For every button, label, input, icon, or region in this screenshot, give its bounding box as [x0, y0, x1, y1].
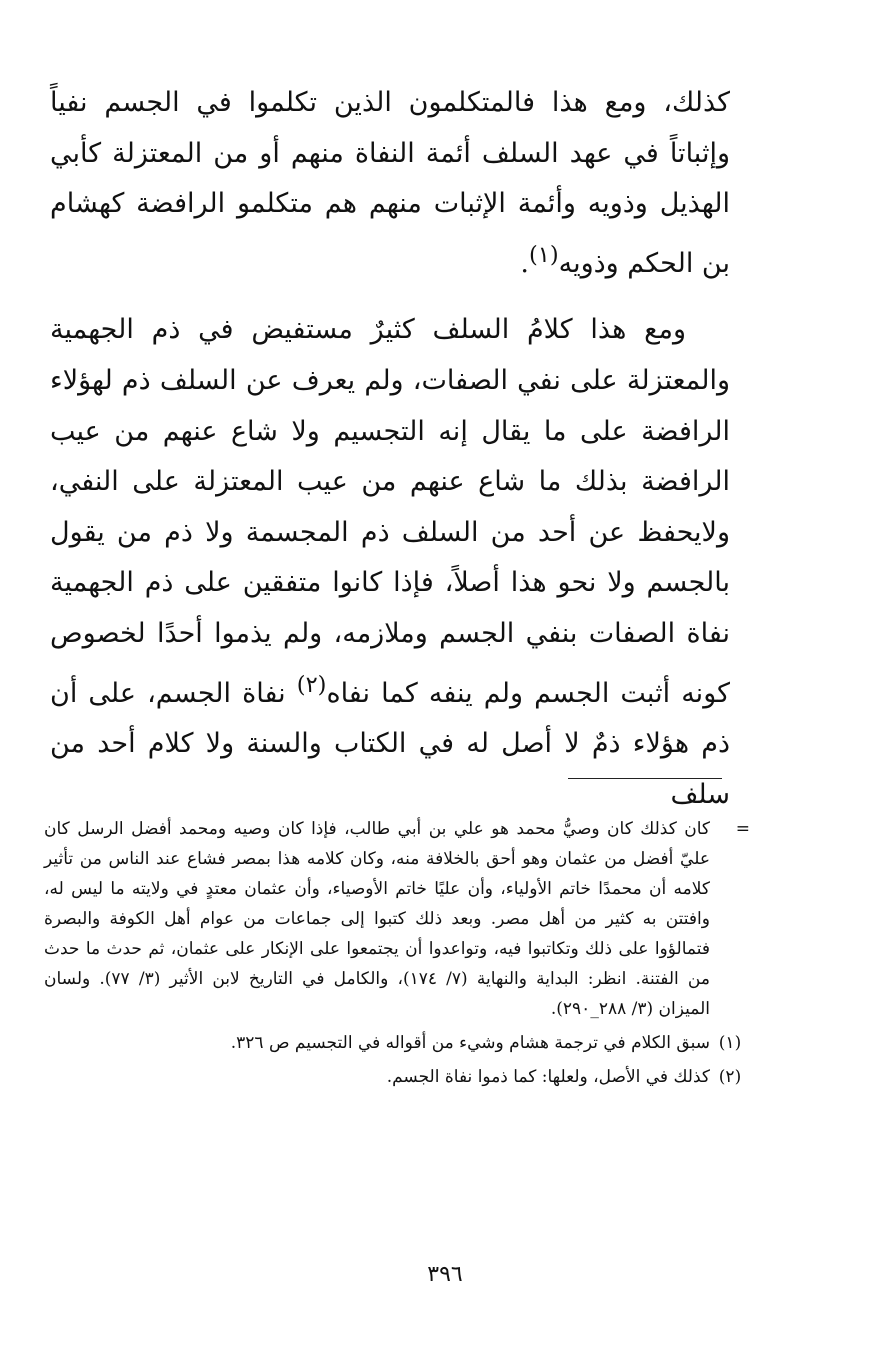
- footnote-1: [44, 1028, 750, 1058]
- footnote-ref-1: (١): [528, 241, 559, 268]
- paragraph-2: [50, 305, 730, 820]
- continuation-marker: =: [735, 819, 750, 839]
- footnote-separator: [568, 778, 722, 779]
- footnote-continuation-text: كان كذلك كان وصيُّ محمد هو علي بن أبي طالب، فإذا كان وصيه ومحمد أفضل الرسل كان عليّ أفضل من عثمان وهو أحق بالخلافة منه، وكان كلامه هذا بمصر فشاع عند الناس من تأثير كلامه أن محمدًا خاتم الأولياء، وأن عليًا خاتم الأوصياء، وأن عثمان معتدٍ في ولايته ما ليس له، وافتتن به كثير من أهل مصر. وبعد ذلك كتبوا إلى جماعات من عوام أهل الكوفة والبصرة فتمالؤوا على ذلك وتكاتبوا فيه، وتواعدوا أن يجتمعوا على الإنكار على عثمان، ثم حدث ما حدث من الفتنة. انظر: البداية والنهاية (٧/ ١٧٤)، والكامل في التاريخ لابن الأثير (٣/ ٧٧). ولسان الميزان (٣/ ٢٨٨_٢٩٠).: [44, 819, 710, 1019]
- footnote-number: (٢): [718, 1067, 742, 1087]
- footnote-text: سبق الكلام في ترجمة هشام وشيء من أقواله في التجسيم ص ٣٢٦.: [230, 1033, 710, 1053]
- paragraph-1-end: .: [520, 247, 529, 279]
- footnotes: [44, 814, 750, 1092]
- footnote-2: [44, 1062, 750, 1092]
- paragraph-1: [50, 78, 730, 289]
- footnote-number: (١): [718, 1033, 742, 1053]
- footnote-continuation: [44, 814, 750, 1024]
- paragraph-2-text: ومع هذا كلامُ السلف كثيرٌ مستفيض في ذم الجهمية والمعتزلة على نفي الصفات، ولم يعرف عن السلف ذم لهؤلاء الرافضة على ما يقال إنه التجسيم ولا شاع عنهم من عيب الرافضة بذلك ما شاع عنهم من عيب المعتزلة على النفي، ولايحفظ عن أحد من السلف ذم المجسمة ولا ذم من يقول بالجسم ولا نحو هذا أصلاً، فإذا كانوا متفقين على ذم الجهمية نفاة الصفات بنفي الجسم وملازمه، ولم يذموا أحدًا لخصوص كونه أثبت الجسم ولم ينفه كما نفاه: [50, 314, 730, 709]
- main-text: [50, 78, 730, 820]
- paragraph-2-tail: نفاة الجسم، على أن ذم هؤلاء ذمٌ لا أصل له في الكتاب والسنة ولا كلام أحد من سلف: [50, 677, 730, 810]
- footnote-text: كذلك في الأصل، ولعلها: كما ذموا نفاة الجسم.: [386, 1067, 710, 1087]
- footnote-ref-2: (٢): [296, 671, 327, 698]
- paragraph-1-text: كذلك، ومع هذا فالمتكلمون الذين تكلموا في الجسم نفياً وإثباتاً في عهد السلف أئمة النفاة منهم أو من المعتزلة كأبي الهذيل وذويه وأئمة الإثبات منهم هم متكلمو الرافضة كهشام بن الحكم وذويه: [50, 87, 730, 279]
- page-number: ٣٩٦: [427, 1262, 463, 1287]
